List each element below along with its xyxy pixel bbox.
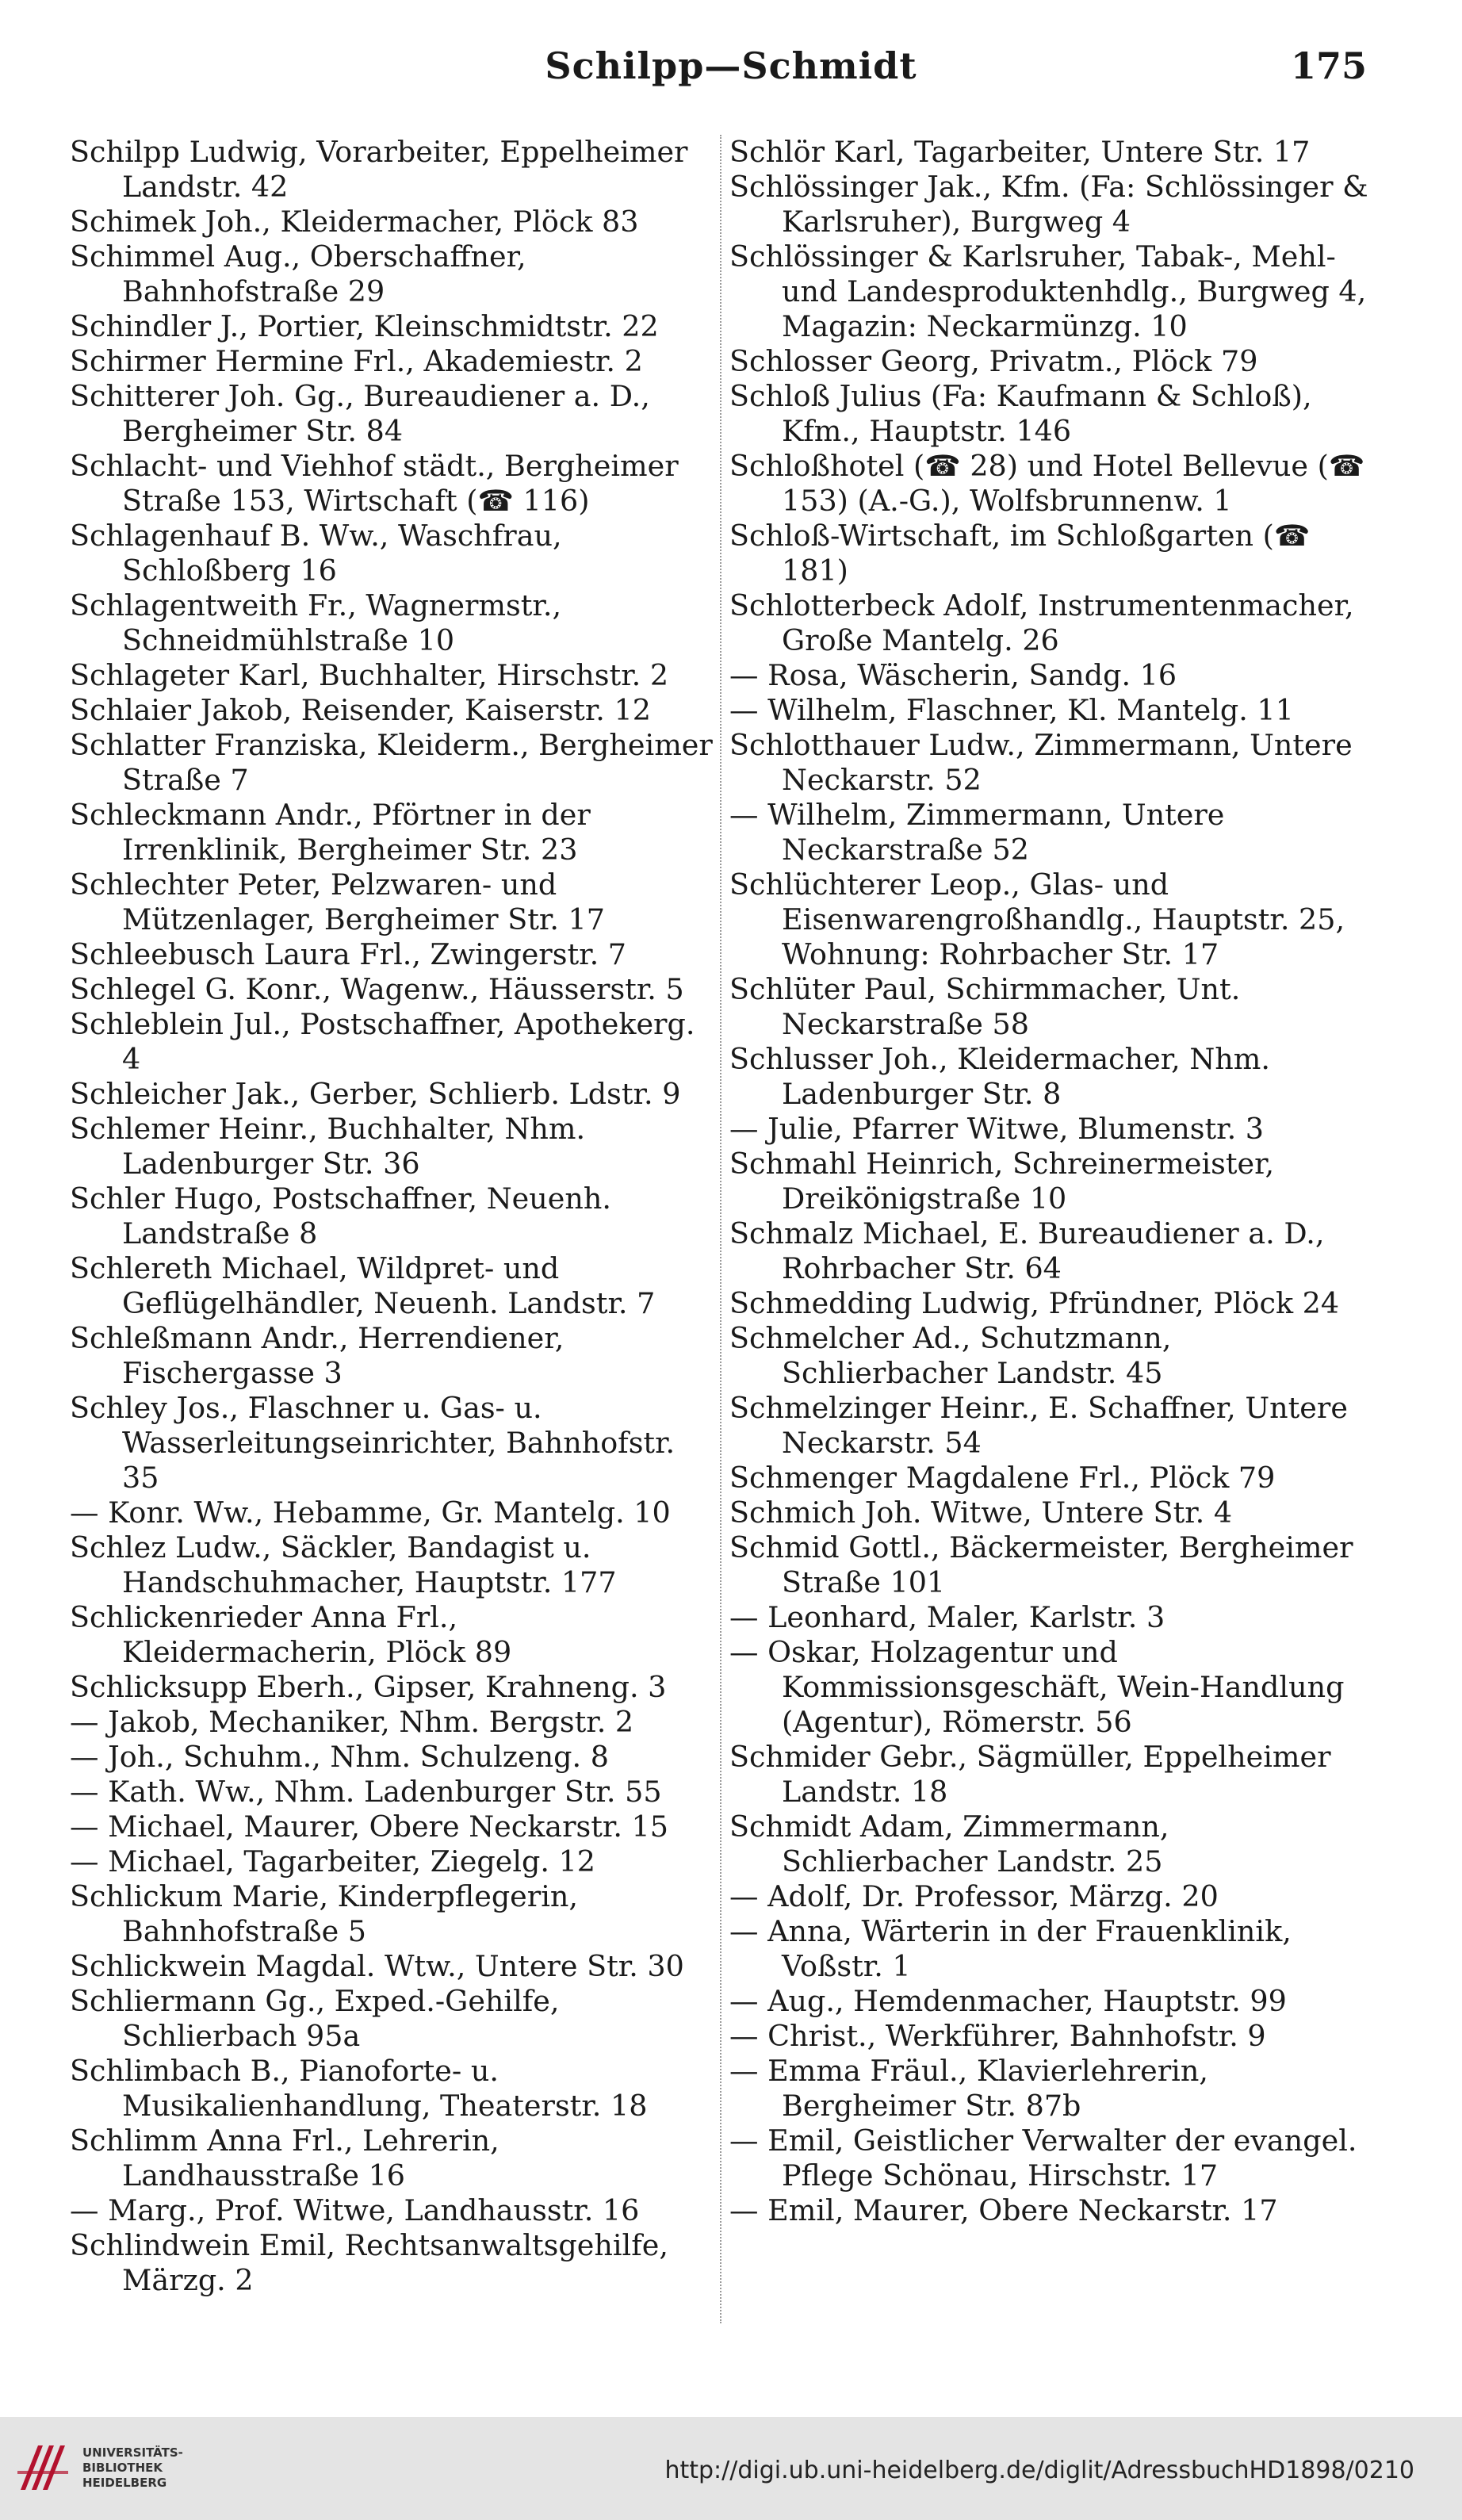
- directory-entry: Schleebusch Laura Frl., Zwingerstr. 7: [70, 937, 627, 971]
- directory-entry: Schmider Gebr., Sägmüller, Eppelheimer Landstr. 18: [729, 1740, 1331, 1809]
- directory-entry: Schlez Ludw., Säckler, Bandagist u. Handschuhmacher, Hauptstr. 177: [70, 1530, 617, 1599]
- directory-entry: — Julie, Pfarrer Witwe, Blumenstr. 3: [729, 1112, 1265, 1146]
- directory-entry: Schlicksupp Eberh., Gipser, Krahneng. 3: [70, 1670, 667, 1704]
- directory-entry: Schlotterbeck Adolf, Instrumentenmacher, Große Mantelg. 26: [729, 588, 1354, 657]
- directory-entry: — Emma Fräul., Klavierlehrerin, Bergheimer Str. 87b: [729, 2054, 1208, 2123]
- directory-entry: — Michael, Tagarbeiter, Ziegelg. 12: [70, 1844, 596, 1879]
- directory-entry: Schloß-Wirtschaft, im Schloßgarten (☎ 181): [729, 519, 1311, 588]
- directory-entry: — Rosa, Wäscherin, Sandg. 16: [729, 658, 1177, 692]
- directory-entry: — Oskar, Holzagentur und Kommissionsgeschäft, Wein-Handlung (Agentur), Römerstr. 56: [729, 1635, 1345, 1739]
- library-name-line: UNIVERSITÄTS-: [82, 2445, 183, 2460]
- directory-entry: Schlatter Franziska, Kleiderm., Bergheimer Straße 7: [70, 728, 713, 797]
- directory-entry: — Joh., Schuhm., Nhm. Schulzeng. 8: [70, 1740, 609, 1774]
- directory-entry: Schlickenrieder Anna Frl., Kleidermacherin, Plöck 89: [70, 1600, 512, 1669]
- library-name-line: HEIDELBERG: [82, 2476, 167, 2490]
- directory-entry: — Emil, Maurer, Obere Neckarstr. 17: [729, 2193, 1278, 2227]
- directory-entry: Schlagentweith Fr., Wagnermstr., Schneidmühlstraße 10: [70, 588, 562, 657]
- directory-entry: — Michael, Maurer, Obere Neckarstr. 15: [70, 1810, 669, 1844]
- directory-entry: — Konr. Ww., Hebamme, Gr. Mantelg. 10: [70, 1496, 671, 1530]
- directory-entry: Schlechter Peter, Pelzwaren- und Mützenlager, Bergheimer Str. 17: [70, 867, 605, 936]
- directory-entry: Schlemer Heinr., Buchhalter, Nhm. Ladenburger Str. 36: [70, 1112, 586, 1181]
- directory-entry: Schlaier Jakob, Reisender, Kaiserstr. 12: [70, 693, 651, 727]
- directory-entry: Schmenger Magdalene Frl., Plöck 79: [729, 1461, 1276, 1495]
- directory-entry: Schmalz Michael, E. Bureaudiener a. D., Rohrbacher Str. 64: [729, 1216, 1325, 1285]
- directory-entry: Schleicher Jak., Gerber, Schlierb. Ldstr. 9: [70, 1077, 681, 1111]
- directory-entry: Schlüchterer Leop., Glas- und Eisenwarengroßhandlg., Hauptstr. 25, Wohnung: Rohrbacher Str. 17: [729, 867, 1345, 971]
- page-number: 175: [1290, 44, 1367, 87]
- directory-entry: Schliermann Gg., Exped.-Gehilfe, Schlierbach 95a: [70, 1984, 560, 2053]
- directory-entry: Schmich Joh. Witwe, Untere Str. 4: [729, 1496, 1233, 1530]
- directory-entry: — Adolf, Dr. Professor, Märzg. 20: [729, 1879, 1219, 1913]
- directory-entry: Schlör Karl, Tagarbeiter, Untere Str. 17: [729, 135, 1311, 169]
- directory-entry: Schlindwein Emil, Rechtsanwaltsgehilfe, Märzg. 2: [70, 2228, 668, 2297]
- column-divider: [720, 135, 721, 2323]
- page-header: [0, 44, 1462, 100]
- directory-entry: Schmid Gottl., Bäckermeister, Bergheimer Straße 101: [729, 1530, 1353, 1599]
- directory-entry: Schmelcher Ad., Schutzmann, Schlierbacher Landstr. 45: [729, 1321, 1172, 1390]
- directory-entry: Schlageter Karl, Buchhalter, Hirschstr. 2: [70, 658, 669, 692]
- directory-entry: — Marg., Prof. Witwe, Landhausstr. 16: [70, 2193, 640, 2227]
- directory-entry: Schlacht- und Viehhof städt., Bergheimer Straße 153, Wirtschaft (☎ 116): [70, 449, 679, 518]
- directory-entry: Schleßmann Andr., Herrendiener, Fischergasse 3: [70, 1321, 565, 1390]
- directory-entry: Schlössinger Jak., Kfm. (Fa: Schlössinger & Karlsruher), Burgweg 4: [729, 170, 1368, 239]
- directory-entry: — Jakob, Mechaniker, Nhm. Bergstr. 2: [70, 1705, 634, 1739]
- library-name-line: BIBLIOTHEK: [82, 2461, 163, 2475]
- directory-entry: Schley Jos., Flaschner u. Gas- u. Wasserleitungseinrichter, Bahnhofstr. 35: [70, 1391, 676, 1495]
- directory-entry: Schloß Julius (Fa: Kaufmann & Schloß), Kfm., Hauptstr. 146: [729, 379, 1312, 448]
- footer-bar: [0, 2417, 1462, 2520]
- directory-entry: Schleckmann Andr., Pförtner in der Irrenklinik, Bergheimer Str. 23: [70, 798, 591, 867]
- library-name: [82, 2445, 241, 2491]
- directory-entry: — Leonhard, Maler, Karlstr. 3: [729, 1600, 1165, 1634]
- directory-entry: Schloßhotel (☎ 28) und Hotel Bellevue (☎ 153) (A.-G.), Wolfsbrunnenw. 1: [729, 449, 1365, 518]
- directory-entry: Schlotthauer Ludw., Zimmermann, Untere Neckarstr. 52: [729, 728, 1353, 797]
- directory-entry: — Anna, Wärterin in der Frauenklinik, Voßstr. 1: [729, 1914, 1292, 1983]
- directory-entry: Schlimm Anna Frl., Lehrerin, Landhausstraße 16: [70, 2124, 499, 2193]
- university-library-logo-icon: [14, 2439, 71, 2496]
- directory-entry: Schilpp Ludwig, Vorarbeiter, Eppelheimer Landstr. 42: [70, 135, 688, 204]
- directory-entry: Schlüter Paul, Schirmmacher, Unt. Neckarstraße 58: [729, 972, 1241, 1041]
- directory-entry: Schmidt Adam, Zimmermann, Schlierbacher Landstr. 25: [729, 1810, 1169, 1879]
- running-head: Schilpp—Schmidt: [545, 44, 917, 87]
- directory-entry: Schmelzinger Heinr., E. Schaffner, Untere Neckarstr. 54: [729, 1391, 1348, 1460]
- directory-entry: Schmahl Heinrich, Schreinermeister, Dreikönigstraße 10: [729, 1147, 1275, 1216]
- directory-entry: Schlosser Georg, Privatm., Plöck 79: [729, 344, 1258, 378]
- directory-entry: — Wilhelm, Flaschner, Kl. Mantelg. 11: [729, 693, 1294, 727]
- directory-entry: Schler Hugo, Postschaffner, Neuenh. Landstraße 8: [70, 1181, 612, 1250]
- directory-entry: Schmedding Ludwig, Pfründner, Plöck 24: [729, 1286, 1340, 1320]
- directory-entry: Schlimbach B., Pianoforte- u. Musikalienhandlung, Theaterstr. 18: [70, 2054, 648, 2123]
- directory-entry: Schindler J., Portier, Kleinschmidtstr. 22: [70, 309, 659, 343]
- directory-entry: Schlössinger & Karlsruher, Tabak-, Mehl- und Landesproduktenhdlg., Burgweg 4, Magazin: Neckarmünzg. 10: [729, 239, 1367, 343]
- directory-entry: Schlereth Michael, Wildpret- und Geflügelhändler, Neuenh. Landstr. 7: [70, 1251, 656, 1320]
- directory-entry: Schimmel Aug., Oberschaffner, Bahnhofstraße 29: [70, 239, 526, 308]
- directory-entry: Schimek Joh., Kleidermacher, Plöck 83: [70, 205, 639, 239]
- directory-entry: Schlickwein Magdal. Wtw., Untere Str. 30: [70, 1949, 684, 1983]
- directory-entry: — Kath. Ww., Nhm. Ladenburger Str. 55: [70, 1775, 662, 1809]
- directory-entry: — Emil, Geistlicher Verwalter der evangel. Pflege Schönau, Hirschstr. 17: [729, 2124, 1357, 2193]
- directory-entry: — Christ., Werkführer, Bahnhofstr. 9: [729, 2019, 1266, 2053]
- directory-entry: — Wilhelm, Zimmermann, Untere Neckarstraße 52: [729, 798, 1225, 867]
- right-column: [729, 135, 1380, 2228]
- directory-entry: Schlagenhauf B. Ww., Waschfrau, Schloßberg 16: [70, 519, 562, 588]
- directory-entry: Schleblein Jul., Postschaffner, Apothekerg. 4: [70, 1007, 695, 1076]
- source-url-link[interactable]: http://digi.ub.uni-heidelberg.de/diglit/AdressbuchHD1898/0210: [664, 2457, 1414, 2484]
- directory-entry: Schlusser Joh., Kleidermacher, Nhm. Ladenburger Str. 8: [729, 1042, 1271, 1111]
- directory-entry: — Aug., Hemdenmacher, Hauptstr. 99: [729, 1984, 1287, 2018]
- left-column: [70, 135, 720, 2298]
- directory-entry: Schitterer Joh. Gg., Bureaudiener a. D., Bergheimer Str. 84: [70, 379, 650, 448]
- directory-entry: Schirmer Hermine Frl., Akademiestr. 2: [70, 344, 643, 378]
- directory-entry: Schlickum Marie, Kinderpflegerin, Bahnhofstraße 5: [70, 1879, 579, 1948]
- directory-entry: Schlegel G. Konr., Wagenw., Häusserstr. 5: [70, 972, 684, 1006]
